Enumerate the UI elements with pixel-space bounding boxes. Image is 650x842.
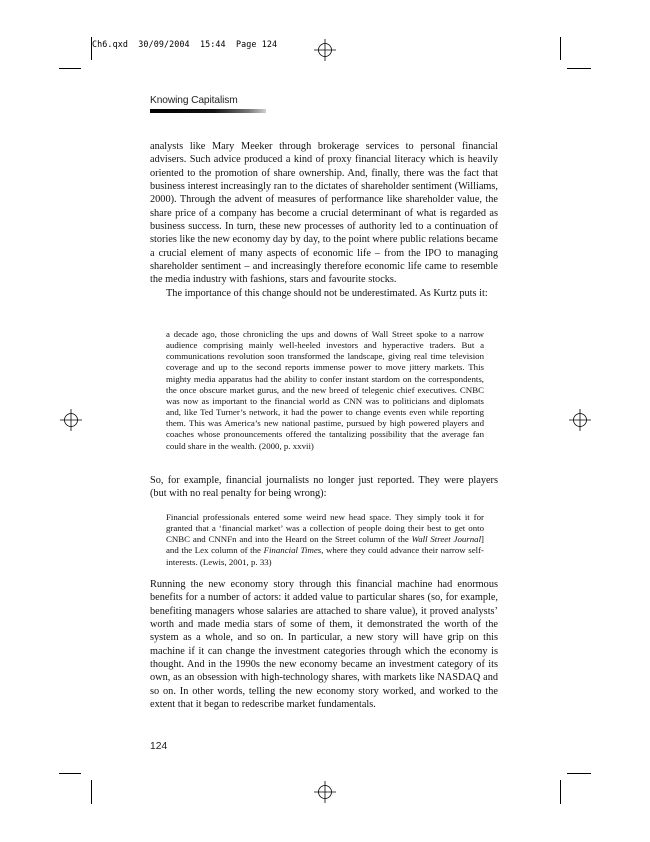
page-number: 124	[150, 741, 168, 752]
crop-mark-bottom-left-horizontal	[59, 773, 81, 774]
block-quote-lewis	[166, 512, 484, 568]
registration-mark-top-icon	[314, 39, 336, 61]
block-quote-kurtz	[166, 329, 484, 452]
crop-mark-top-right-horizontal	[567, 68, 591, 69]
quote-lewis-italic-wsj: Wall Street Journal	[411, 534, 482, 545]
crop-mark-bottom-left-vertical	[91, 780, 92, 804]
print-slug: Ch6.qxd 30/09/2004 15:44 Page 124	[92, 39, 278, 49]
registration-mark-left-icon	[60, 409, 82, 431]
body-text-block-3	[150, 578, 498, 711]
crop-mark-top-right-vertical	[560, 37, 561, 60]
quote-lewis-text	[166, 512, 484, 568]
registration-mark-right-icon	[569, 409, 591, 431]
quote-kurtz-text: a decade ago, those chronicling the ups and downs of Wall Street spoke to a narrow audience comprising mainly well-heeled investors and hyperactive traders. But a communications revolution soon transformed the landscape, giving real time television coverage and up to the second reports immense power to move jittery markets. This mighty media apparatus had the ability to confer instant stardom on the correspondents, the once obscure market gurus, and the new breed of telegenic chief executives. CNBC was now as important to the financial world as CNN was to politicians and diplomats and, like Ted Turner’s network, it had the power to change events even while reporting them. This was America’s new national pastime, pursued by high powered players and coaches whose pronouncements offered the tantalizing possibility that the average fan could share in the wealth. (2000, p. xxvii)	[166, 329, 484, 451]
crop-mark-bottom-right-vertical	[560, 780, 561, 804]
running-head-rule	[150, 109, 266, 113]
crop-mark-top-left-horizontal	[59, 68, 81, 69]
body-text-block-1	[150, 140, 498, 300]
body-text-block-2	[150, 474, 498, 501]
paragraph-1: analysts like Mary Meeker through brokerage services to personal financial advisers. Such advice produced a kind of proxy financial literacy which is heavily oriented to the promotion of share ownership. And, finally, there was the fact that business interest increasingly ran to the dictates of shareholder sentiment (Williams, 2000). Through the advent of measures of performance like shareholder value, the share price of a company has become a crucial determinant of what is regarded as business success. In turn, these new processes of authority led to a continuation of stories like the new economy day by day, to the point where public relations became a crucial element of many aspects of economic life – from the IPO to managing shareholder sentiment – and increasingly therefore economic life came to resemble the media industry with fashions, stars and favourite stocks.	[150, 141, 498, 286]
paragraph-2: The importance of this change should not be underestimated. As Kurtz puts it:	[166, 287, 488, 299]
paragraph-4: Running the new economy story through this financial machine had enormous benefits for a number of actors: it added value to particular shares (so, for example, benefiting managers whose salaries are attached to share value), it proved analysts’ worth and made media stars of some of them, it demonstrated the worth of the system as a whole, and so on. In particular, a new story will have grip on this machine if it can change the investment categories through which the economy is thought. And in the 1990s the new economy became an investment category of its own, as an obsession with high-technology shares, with markets like NASDAQ and so on. In other words, telling the new economy story worked, and worked to the extent that it began to redescribe market fundamentals.	[150, 579, 498, 711]
crop-mark-bottom-right-horizontal	[567, 773, 591, 774]
quote-lewis-part-1: Financial professionals entered some weird new head space. They simply took it for granted that a ‘financial market’ was a collection of people doing their best to get onto CNBC and CNNFn and into the Heard on the Street column of the	[166, 512, 484, 545]
registration-mark-bottom-icon	[314, 781, 336, 803]
quote-lewis-italic-ft: Financial Times	[263, 545, 322, 556]
quote-lewis-part-2: ] and the Lex column of the	[166, 534, 484, 556]
running-head: Knowing Capitalism	[150, 95, 238, 106]
paragraph-3: So, for example, financial journalists no longer just reported. They were players (but with no real penalty for being wrong):	[150, 475, 498, 500]
quote-lewis-part-3: , where they could advance their narrow self-interests. (Lewis, 2001, p. 33)	[166, 545, 484, 567]
